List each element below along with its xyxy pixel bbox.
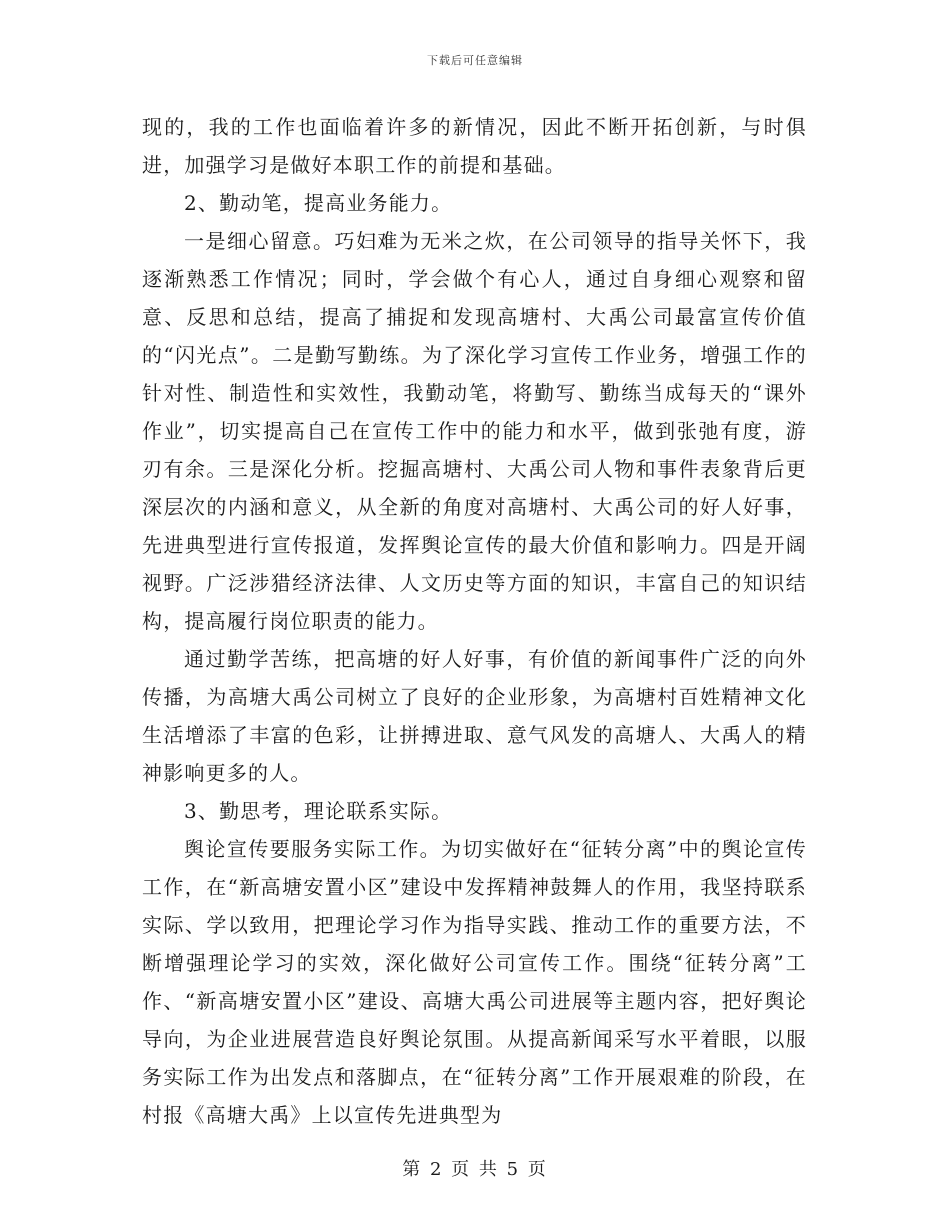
paragraph: 舆论宣传要服务实际工作。为切实做好在“征转分离”中的舆论宣传工作，在“新高塘安置小区”建设中发挥精神鼓舞人的作用，我坚持联系实际、学以致用，把理论学习作为指导实践、推动工作的重要方法，不断增强理论学习的实效，深化做好公司宣传工作。围绕“征转分离”工作、“新高塘安置小区”建设、高塘大禹公司进展等主题内容，把好舆论导向，为企业进展营造良好舆论氛围。从提高新闻采写水平着眼，以服务实际工作为出发点和落脚点，在“征转分离”工作开展艰难的阶段，在村报《高塘大禹》上以宣传先进典型为 [142, 837, 807, 1127]
document-body [142, 108, 807, 1134]
page-number: 第 2 页 共 5 页 [402, 1159, 548, 1180]
paragraph: 通过勤学苦练，把高塘的好人好事，有价值的新闻事件广泛的向外传播，为高塘大禹公司树立了良好的企业形象，为高塘村百姓精神文化生活增添了丰富的色彩，让拼搏进取、意气风发的高塘人、大禹人的精神影响更多的人。 [142, 647, 807, 785]
paragraph: 一是细心留意。巧妇难为无米之炊，在公司领导的指导关怀下，我逐渐熟悉工作情况；同时，学会做个有心人，通过自身细心观察和留意、反思和总结，提高了捕捉和发现高塘村、大禹公司最富宣传价值的“闪光点”。二是勤写勤练。为了深化学习宣传工作业务，增强工作的针对性、制造性和实效性，我勤动笔，将勤写、勤练当成每天的“课外作业”，切实提高自己在宣传工作中的能力和水平，做到张弛有度，游刃有余。三是深化分析。挖掘高塘村、大禹公司人物和事件表象背后更深层次的内涵和意义，从全新的角度对高塘村、大禹公司的好人好事，先进典型进行宣传报道，发挥舆论宣传的最大价值和影响力。四是开阔视野。广泛涉猎经济法律、人文历史等方面的知识，丰富自己的知识结构，提高履行岗位职责的能力。 [142, 229, 807, 633]
section-heading: 3、勤思考，理论联系实际。 [184, 799, 453, 823]
section-heading: 2、勤动笔，提高业务能力。 [184, 191, 453, 215]
paragraph: 现的，我的工作也面临着许多的新情况，因此不断开拓创新，与时俱进，加强学习是做好本职工作的前提和基础。 [142, 115, 807, 177]
page-header: 下载后可任意编辑 [427, 54, 523, 67]
